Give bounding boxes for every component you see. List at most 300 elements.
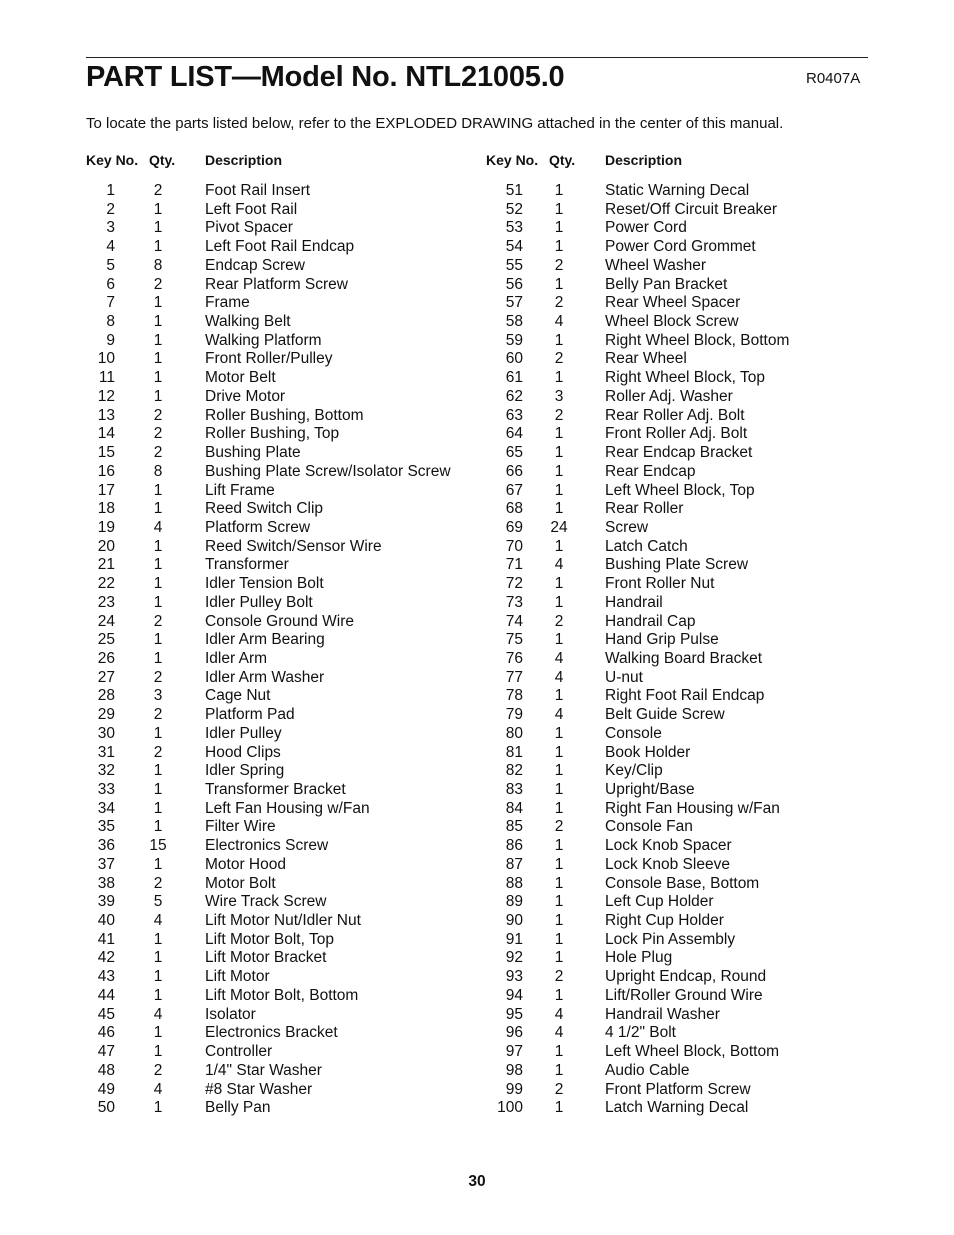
part-description: Front Roller Nut bbox=[605, 575, 715, 593]
part-key-number: 23 bbox=[97, 593, 115, 611]
part-quantity: 4 bbox=[153, 518, 163, 536]
parts-column-left bbox=[86, 150, 486, 1117]
part-quantity: 3 bbox=[554, 387, 564, 405]
part-quantity: 1 bbox=[153, 1043, 163, 1061]
part-description: Console Ground Wire bbox=[205, 612, 355, 630]
part-key-number: 98 bbox=[505, 1061, 523, 1079]
part-row bbox=[86, 201, 486, 220]
part-description: Lift Motor bbox=[205, 968, 270, 986]
part-row bbox=[86, 1006, 486, 1025]
part-quantity: 1 bbox=[153, 575, 163, 593]
part-quantity: 1 bbox=[554, 949, 564, 967]
part-quantity: 1 bbox=[554, 781, 564, 798]
part-row bbox=[86, 1062, 486, 1081]
part-quantity: 1 bbox=[153, 799, 163, 817]
part-quantity: 1 bbox=[153, 500, 163, 518]
part-quantity: 1 bbox=[554, 1043, 564, 1061]
part-key-number: 81 bbox=[505, 743, 523, 761]
part-key-number: 53 bbox=[505, 219, 523, 237]
part-key-number: 22 bbox=[97, 575, 115, 593]
part-quantity: 1 bbox=[554, 462, 564, 480]
part-key-number: 50 bbox=[97, 1099, 115, 1117]
part-row bbox=[486, 650, 886, 669]
part-key-number: 39 bbox=[97, 893, 115, 911]
part-row bbox=[86, 687, 486, 706]
part-row bbox=[86, 463, 486, 482]
part-row bbox=[86, 725, 486, 744]
part-key-number: 29 bbox=[97, 706, 115, 724]
part-row bbox=[86, 762, 486, 781]
part-key-number: 93 bbox=[505, 968, 523, 986]
part-description: Electronics Screw bbox=[205, 837, 329, 855]
part-key-number: 24 bbox=[97, 612, 115, 630]
part-description: Roller Bushing, Bottom bbox=[205, 406, 364, 424]
part-key-number: 55 bbox=[505, 256, 523, 274]
part-description: Rear Roller Adj. Bolt bbox=[605, 406, 745, 424]
part-quantity: 1 bbox=[153, 537, 163, 555]
part-description: Latch Warning Decal bbox=[605, 1099, 749, 1117]
part-quantity: 1 bbox=[554, 593, 564, 611]
header-qty: Qty. bbox=[149, 152, 176, 168]
part-key-number: 10 bbox=[97, 350, 115, 368]
part-key-number: 49 bbox=[97, 1080, 115, 1098]
part-key-number: 57 bbox=[505, 294, 523, 312]
header-description: Description bbox=[605, 152, 683, 168]
part-row bbox=[486, 332, 886, 351]
part-key-number: 48 bbox=[97, 1061, 115, 1079]
part-row bbox=[86, 276, 486, 295]
part-quantity: 2 bbox=[554, 968, 564, 986]
part-quantity: 1 bbox=[554, 930, 564, 948]
part-quantity: 1 bbox=[153, 949, 163, 967]
part-description: Hole Plug bbox=[605, 949, 673, 967]
part-description: Belly Pan bbox=[205, 1099, 271, 1117]
part-key-number: 95 bbox=[505, 1005, 523, 1023]
part-description: Hand Grip Pulse bbox=[605, 631, 719, 649]
part-quantity: 1 bbox=[153, 724, 163, 742]
part-key-number: 43 bbox=[97, 968, 115, 986]
part-quantity: 1 bbox=[153, 855, 163, 873]
part-key-number: 3 bbox=[106, 219, 115, 237]
header-key: Key No. bbox=[86, 152, 139, 168]
part-key-number: 69 bbox=[505, 518, 523, 536]
part-row bbox=[86, 837, 486, 856]
part-key-number: 73 bbox=[505, 593, 523, 611]
part-quantity: 1 bbox=[554, 855, 564, 873]
part-quantity: 2 bbox=[554, 350, 564, 368]
part-key-number: 33 bbox=[97, 781, 115, 798]
part-row bbox=[486, 369, 886, 388]
part-description: Wheel Washer bbox=[605, 256, 707, 274]
part-quantity: 2 bbox=[554, 294, 564, 312]
part-quantity: 1 bbox=[153, 238, 163, 256]
part-quantity: 2 bbox=[153, 706, 163, 724]
part-row bbox=[86, 669, 486, 688]
part-quantity: 2 bbox=[153, 275, 163, 293]
part-row bbox=[86, 744, 486, 763]
part-description: 1/4" Star Washer bbox=[205, 1061, 322, 1079]
part-key-number: 84 bbox=[505, 799, 523, 817]
part-description: Platform Pad bbox=[205, 706, 295, 724]
part-row bbox=[486, 350, 886, 369]
part-quantity: 1 bbox=[153, 1099, 163, 1117]
part-row bbox=[486, 800, 886, 819]
part-description: Walking Board Bracket bbox=[605, 649, 763, 667]
part-description: Belt Guide Screw bbox=[605, 706, 725, 724]
part-description: Rear Endcap Bracket bbox=[605, 444, 753, 462]
part-description: Handrail bbox=[605, 593, 663, 611]
part-row bbox=[486, 912, 886, 931]
part-description: Idler Pulley bbox=[205, 724, 282, 742]
part-description: Platform Screw bbox=[205, 518, 311, 536]
part-key-number: 56 bbox=[505, 275, 523, 293]
part-quantity: 1 bbox=[554, 631, 564, 649]
part-key-number: 62 bbox=[505, 387, 523, 405]
part-key-number: 44 bbox=[97, 986, 115, 1004]
part-row bbox=[486, 594, 886, 613]
part-description: Idler Tension Bolt bbox=[205, 575, 324, 593]
part-quantity: 5 bbox=[153, 893, 163, 911]
part-row bbox=[86, 893, 486, 912]
part-description: Motor Bolt bbox=[205, 874, 276, 892]
part-key-number: 96 bbox=[505, 1024, 523, 1042]
part-description: Walking Platform bbox=[205, 331, 322, 349]
part-description: Left Wheel Block, Bottom bbox=[605, 1043, 780, 1061]
part-row bbox=[86, 369, 486, 388]
part-row bbox=[486, 1062, 886, 1081]
part-description: Front Roller Adj. Bolt bbox=[605, 425, 748, 443]
header-qty: Qty. bbox=[549, 152, 576, 168]
part-description: Motor Belt bbox=[205, 369, 276, 387]
part-key-number: 35 bbox=[97, 818, 115, 836]
part-row bbox=[86, 425, 486, 444]
part-description: Screw bbox=[605, 518, 649, 536]
part-row bbox=[86, 444, 486, 463]
part-key-number: 89 bbox=[505, 893, 523, 911]
part-row bbox=[86, 182, 486, 201]
part-key-number: 27 bbox=[97, 668, 115, 686]
part-key-number: 34 bbox=[97, 799, 115, 817]
part-key-number: 61 bbox=[505, 369, 523, 387]
part-description: Pivot Spacer bbox=[205, 219, 293, 237]
part-row bbox=[486, 556, 886, 575]
part-quantity: 1 bbox=[554, 537, 564, 555]
part-quantity: 1 bbox=[153, 818, 163, 836]
part-key-number: 88 bbox=[505, 874, 523, 892]
part-quantity: 1 bbox=[554, 837, 564, 855]
part-key-number: 38 bbox=[97, 874, 115, 892]
part-quantity: 1 bbox=[153, 649, 163, 667]
part-description: Upright Endcap, Round bbox=[605, 968, 767, 986]
part-row bbox=[86, 332, 486, 351]
part-description: Book Holder bbox=[605, 743, 691, 761]
part-key-number: 80 bbox=[505, 724, 523, 742]
part-description: Idler Arm Bearing bbox=[205, 631, 325, 649]
part-row bbox=[86, 856, 486, 875]
header-description: Description bbox=[205, 152, 283, 168]
part-quantity: 4 bbox=[554, 1005, 564, 1023]
part-description: Right Wheel Block, Bottom bbox=[605, 331, 790, 349]
part-quantity: 1 bbox=[554, 1061, 564, 1079]
part-key-number: 82 bbox=[505, 762, 523, 780]
part-row bbox=[486, 482, 886, 501]
part-key-number: 1 bbox=[106, 182, 115, 199]
part-quantity: 8 bbox=[153, 462, 163, 480]
part-description: Left Wheel Block, Top bbox=[605, 481, 755, 499]
part-key-number: 19 bbox=[97, 518, 115, 536]
part-quantity: 3 bbox=[153, 687, 163, 705]
part-description: Frame bbox=[205, 294, 250, 312]
part-description: Right Wheel Block, Top bbox=[605, 369, 765, 387]
part-key-number: 6 bbox=[106, 275, 115, 293]
part-row bbox=[486, 931, 886, 950]
part-quantity: 1 bbox=[153, 968, 163, 986]
part-description: Left Foot Rail bbox=[205, 200, 298, 218]
part-key-number: 71 bbox=[505, 556, 523, 574]
part-quantity: 4 bbox=[153, 1080, 163, 1098]
part-quantity: 2 bbox=[153, 406, 163, 424]
part-key-number: 63 bbox=[505, 406, 523, 424]
part-description: Left Cup Holder bbox=[605, 893, 714, 911]
part-description: Rear Roller bbox=[605, 500, 684, 518]
part-row bbox=[486, 257, 886, 276]
part-key-number: 47 bbox=[97, 1043, 115, 1061]
part-description: Front Platform Screw bbox=[605, 1080, 751, 1098]
part-description: Idler Arm bbox=[205, 649, 268, 667]
part-key-number: 28 bbox=[97, 687, 115, 705]
part-key-number: 31 bbox=[97, 743, 115, 761]
part-row bbox=[486, 313, 886, 332]
part-description: U-nut bbox=[605, 668, 643, 686]
part-row bbox=[486, 388, 886, 407]
part-row bbox=[486, 1043, 886, 1062]
part-quantity: 1 bbox=[554, 238, 564, 256]
part-description: Bushing Plate Screw/Isolator Screw bbox=[205, 462, 451, 480]
part-description: Transformer Bracket bbox=[205, 781, 346, 798]
part-description: Bushing Plate Screw bbox=[605, 556, 749, 574]
part-description: Transformer bbox=[205, 556, 289, 574]
part-description: Power Cord Grommet bbox=[605, 238, 756, 256]
part-quantity: 1 bbox=[554, 369, 564, 387]
part-description: Wheel Block Screw bbox=[605, 313, 739, 331]
part-quantity: 1 bbox=[554, 182, 564, 199]
part-row bbox=[86, 931, 486, 950]
part-key-number: 87 bbox=[505, 855, 523, 873]
part-quantity: 2 bbox=[153, 668, 163, 686]
part-key-number: 78 bbox=[505, 687, 523, 705]
part-description: Lift Motor Nut/Idler Nut bbox=[205, 912, 361, 930]
part-quantity: 1 bbox=[153, 200, 163, 218]
part-key-number: 72 bbox=[505, 575, 523, 593]
part-description: Lift/Roller Ground Wire bbox=[605, 986, 763, 1004]
part-description: Endcap Screw bbox=[205, 256, 305, 274]
part-quantity: 1 bbox=[554, 481, 564, 499]
part-description: Rear Platform Screw bbox=[205, 275, 348, 293]
part-row bbox=[486, 949, 886, 968]
part-key-number: 97 bbox=[505, 1043, 523, 1061]
part-row bbox=[486, 538, 886, 557]
part-quantity: 4 bbox=[153, 1005, 163, 1023]
part-row bbox=[486, 987, 886, 1006]
part-key-number: 26 bbox=[97, 649, 115, 667]
part-key-number: 13 bbox=[97, 406, 115, 424]
part-quantity: 1 bbox=[554, 986, 564, 1004]
part-quantity: 1 bbox=[554, 687, 564, 705]
part-description: Wire Track Screw bbox=[205, 893, 327, 911]
part-row bbox=[86, 1043, 486, 1062]
part-quantity: 1 bbox=[554, 575, 564, 593]
part-quantity: 15 bbox=[149, 837, 167, 855]
part-key-number: 100 bbox=[497, 1099, 523, 1117]
part-key-number: 66 bbox=[505, 462, 523, 480]
part-key-number: 76 bbox=[505, 649, 523, 667]
part-key-number: 14 bbox=[97, 425, 115, 443]
part-key-number: 8 bbox=[106, 313, 115, 331]
part-row bbox=[486, 500, 886, 519]
part-description: Upright/Base bbox=[605, 781, 695, 798]
part-row bbox=[86, 1081, 486, 1100]
part-key-number: 83 bbox=[505, 781, 523, 798]
part-row bbox=[86, 631, 486, 650]
part-quantity: 2 bbox=[153, 444, 163, 462]
part-description: Filter Wire bbox=[205, 818, 276, 836]
part-row bbox=[486, 1024, 886, 1043]
part-row bbox=[486, 669, 886, 688]
part-row bbox=[86, 219, 486, 238]
part-description: Lift Frame bbox=[205, 481, 275, 499]
part-key-number: 85 bbox=[505, 818, 523, 836]
part-row bbox=[486, 762, 886, 781]
part-row bbox=[486, 875, 886, 894]
part-description: Hood Clips bbox=[205, 743, 281, 761]
part-description: Rear Endcap bbox=[605, 462, 696, 480]
part-key-number: 40 bbox=[97, 912, 115, 930]
part-key-number: 37 bbox=[97, 855, 115, 873]
part-row bbox=[486, 575, 886, 594]
part-description: Isolator bbox=[205, 1005, 256, 1023]
part-row bbox=[486, 519, 886, 538]
part-quantity: 4 bbox=[554, 313, 564, 331]
part-row bbox=[86, 912, 486, 931]
part-description: Idler Pulley Bolt bbox=[205, 593, 313, 611]
part-key-number: 5 bbox=[106, 256, 115, 274]
part-row bbox=[86, 594, 486, 613]
part-row bbox=[486, 893, 886, 912]
part-key-number: 77 bbox=[505, 668, 523, 686]
part-row bbox=[86, 294, 486, 313]
part-key-number: 32 bbox=[97, 762, 115, 780]
part-quantity: 1 bbox=[153, 631, 163, 649]
header-key: Key No. bbox=[486, 152, 539, 168]
part-row bbox=[86, 1099, 486, 1118]
part-description: Idler Arm Washer bbox=[205, 668, 325, 686]
part-row bbox=[486, 407, 886, 426]
intro-text: To locate the parts listed below, refer to the EXPLODED DRAWING attached in the center of this manual. bbox=[86, 115, 784, 132]
part-description: Right Fan Housing w/Fan bbox=[605, 799, 780, 817]
part-quantity: 2 bbox=[153, 612, 163, 630]
part-description: Lock Knob Sleeve bbox=[605, 855, 730, 873]
part-key-number: 4 bbox=[106, 238, 115, 256]
part-description: Lift Motor Bolt, Bottom bbox=[205, 986, 359, 1004]
part-key-number: 86 bbox=[505, 837, 523, 855]
part-row bbox=[86, 556, 486, 575]
part-row bbox=[86, 238, 486, 257]
part-quantity: 1 bbox=[153, 294, 163, 312]
part-quantity: 2 bbox=[153, 1061, 163, 1079]
part-description: Left Fan Housing w/Fan bbox=[205, 799, 370, 817]
part-key-number: 74 bbox=[505, 612, 523, 630]
parts-list-left bbox=[86, 182, 486, 1118]
part-quantity: 2 bbox=[554, 1080, 564, 1098]
part-description: Roller Adj. Washer bbox=[605, 387, 733, 405]
part-row bbox=[86, 1024, 486, 1043]
part-description: Bushing Plate bbox=[205, 444, 301, 462]
part-row bbox=[86, 407, 486, 426]
part-key-number: 52 bbox=[505, 200, 523, 218]
part-quantity: 1 bbox=[153, 331, 163, 349]
part-key-number: 2 bbox=[106, 200, 115, 218]
part-description: Belly Pan Bracket bbox=[605, 275, 728, 293]
part-description: Foot Rail Insert bbox=[205, 182, 311, 199]
part-key-number: 51 bbox=[505, 182, 523, 199]
part-row bbox=[486, 238, 886, 257]
part-quantity: 1 bbox=[554, 762, 564, 780]
part-description: Electronics Bracket bbox=[205, 1024, 338, 1042]
part-key-number: 17 bbox=[97, 481, 115, 499]
part-description: #8 Star Washer bbox=[205, 1080, 313, 1098]
part-quantity: 1 bbox=[554, 743, 564, 761]
part-key-number: 12 bbox=[97, 387, 115, 405]
part-key-number: 15 bbox=[97, 444, 115, 462]
part-row bbox=[86, 519, 486, 538]
part-row bbox=[86, 968, 486, 987]
part-description: Reset/Off Circuit Breaker bbox=[605, 200, 777, 218]
part-quantity: 4 bbox=[153, 912, 163, 930]
part-key-number: 68 bbox=[505, 500, 523, 518]
part-description: Motor Hood bbox=[205, 855, 286, 873]
part-quantity: 1 bbox=[554, 275, 564, 293]
part-description: Reed Switch Clip bbox=[205, 500, 324, 518]
part-key-number: 94 bbox=[505, 986, 523, 1004]
part-key-number: 58 bbox=[505, 313, 523, 331]
part-description: Console bbox=[605, 724, 662, 742]
part-row bbox=[486, 837, 886, 856]
part-row bbox=[486, 182, 886, 201]
part-quantity: 1 bbox=[554, 500, 564, 518]
part-row bbox=[486, 744, 886, 763]
part-key-number: 92 bbox=[505, 949, 523, 967]
part-key-number: 99 bbox=[505, 1080, 523, 1098]
part-row bbox=[486, 1006, 886, 1025]
part-key-number: 9 bbox=[106, 331, 115, 349]
part-quantity: 1 bbox=[554, 893, 564, 911]
part-quantity: 1 bbox=[554, 425, 564, 443]
part-description: Cage Nut bbox=[205, 687, 271, 705]
part-row bbox=[86, 313, 486, 332]
part-row bbox=[486, 856, 886, 875]
part-row bbox=[486, 781, 886, 800]
part-quantity: 2 bbox=[554, 612, 564, 630]
part-key-number: 20 bbox=[97, 537, 115, 555]
part-key-number: 70 bbox=[505, 537, 523, 555]
part-key-number: 30 bbox=[97, 724, 115, 742]
part-key-number: 60 bbox=[505, 350, 523, 368]
part-row bbox=[86, 818, 486, 837]
part-description: Controller bbox=[205, 1043, 273, 1061]
part-quantity: 1 bbox=[153, 387, 163, 405]
part-quantity: 1 bbox=[153, 762, 163, 780]
part-row bbox=[486, 1099, 886, 1118]
